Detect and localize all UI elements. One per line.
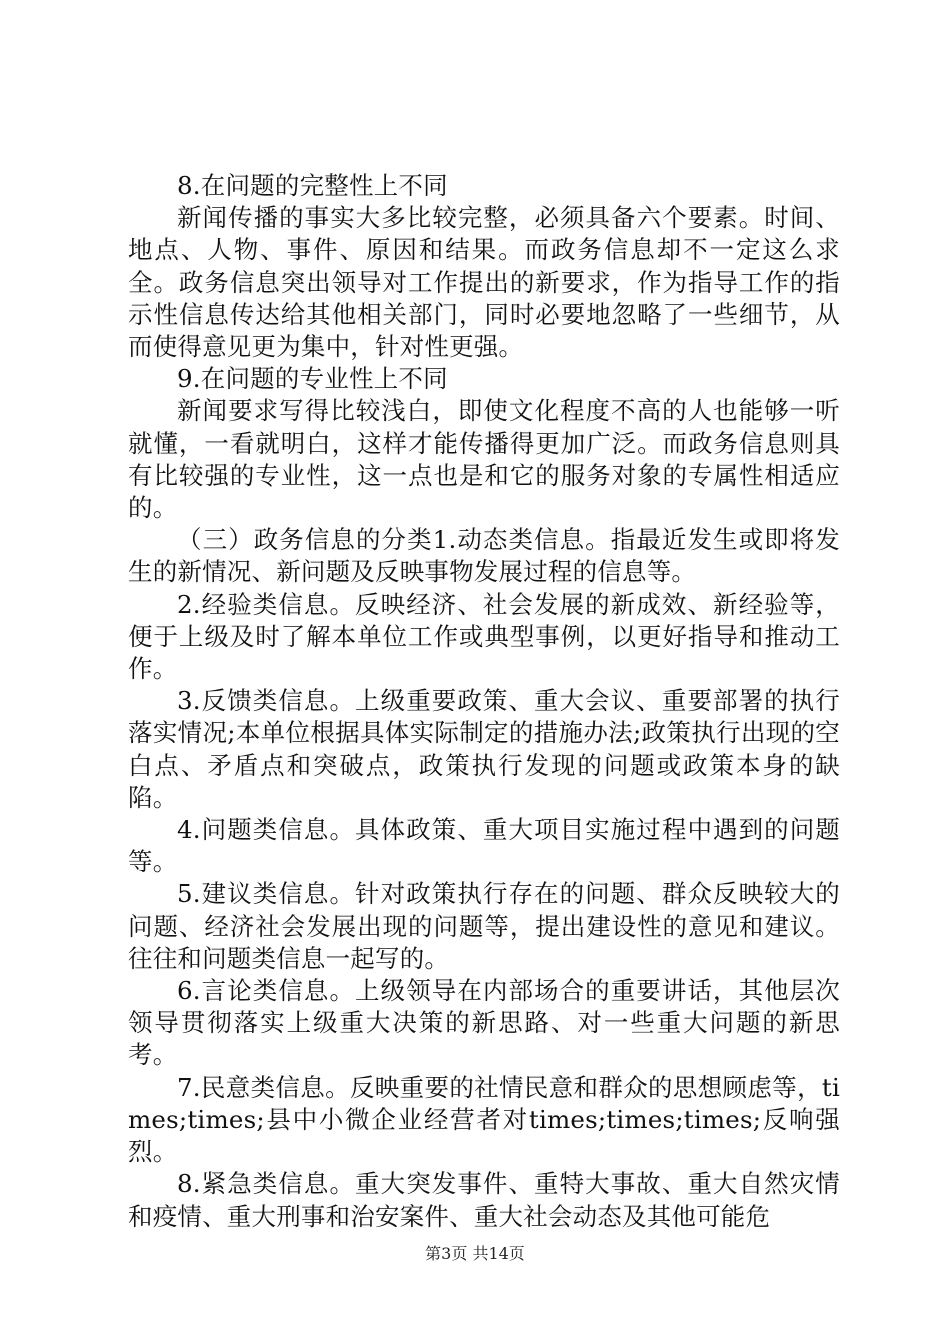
section-heading-9: 9.在问题的专业性上不同 — [177, 364, 448, 394]
paragraph-classification-dynamic: （三）政务信息的分类1.动态类信息。指最近发生或即将发生的新情况、新问题及反映事物发展过程的信息等。 — [128, 525, 840, 587]
paragraph-completeness: 新闻传播的事实大多比较完整，必须具备六个要素。时间、地点、人物、事件、原因和结果。而政务信息却不一定这么求全。政务信息突出领导对工作提出的新要求，作为指导工作的指示性信息传达给其他相关部门，同时必要地忽略了一些细节，从而使得意见更为集中，针对性更强。 — [128, 203, 840, 362]
paragraph-problem: 4.问题类信息。具体政策、重大项目实施过程中遇到的问题等。 — [128, 815, 840, 877]
paragraph-professionalism: 新闻要求写得比较浅白，即使文化程度不高的人也能够一听就懂，一看就明白，这样才能传播得更加广泛。而政务信息则具有比较强的专业性，这一点也是和它的服务对象的专属性相适应的。 — [128, 396, 840, 523]
paragraph-speech: 6.言论类信息。上级领导在内部场合的重要讲话，其他层次领导贯彻落实上级重大决策的新思路、对一些重大问题的新思考。 — [128, 976, 840, 1070]
paragraph-emergency: 8.紧急类信息。重大突发事件、重特大事故、重大自然灾情和疫情、重大刑事和治安案件、重大社会动态及其他可能危 — [128, 1169, 840, 1231]
paragraph-feedback: 3.反馈类信息。上级重要政策、重大会议、重要部署的执行落实情况;本单位根据具体实际制定的措施办法;政策执行出现的空白点、矛盾点和突破点，政策执行发现的问题或政策本身的缺陷。 — [128, 686, 840, 812]
document-body — [128, 170, 840, 1233]
paragraph-suggestion: 5.建议类信息。针对政策执行存在的问题、群众反映较大的问题、经济社会发展出现的问题等，提出建设性的意见和建议。往往和问题类信息一起写的。 — [128, 879, 840, 973]
paragraph-public-opinion: 7.民意类信息。反映重要的社情民意和群众的思想顾虑等，times;times;县中小微企业经营者对times;times;times;反响强烈。 — [128, 1072, 840, 1167]
page-number-footer: 第3页 共14页 — [425, 1244, 525, 1263]
paragraph-experience: 2.经验类信息。反映经济、社会发展的新成效、新经验等，便于上级及时了解本单位工作或典型事例，以更好指导和推动工作。 — [128, 589, 840, 684]
section-heading-8: 8.在问题的完整性上不同 — [177, 171, 448, 200]
